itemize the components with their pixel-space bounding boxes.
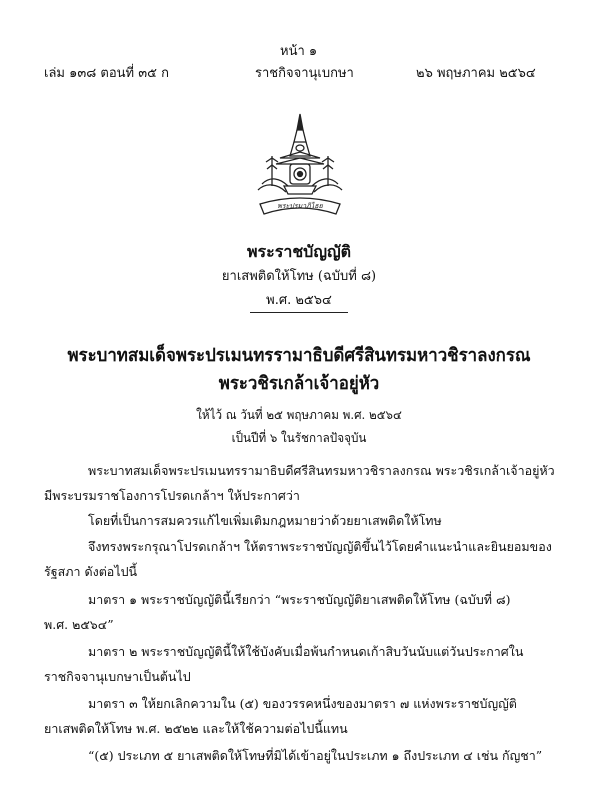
royal-emblem-icon	[250, 112, 350, 222]
act-title: พระราชบัญญัติ	[247, 242, 351, 261]
publication-date: ๒๖ พฤษภาคม ๒๕๖๔	[416, 66, 536, 81]
preamble-line2: มีพระบรมราชโองการโปรดเกล้าฯ ให้ประกาศว่า	[44, 488, 300, 503]
svg-text:พระปรมาภิไธย: พระปรมาภิไธย	[277, 202, 323, 210]
section3-line1: มาตรา ๓ ให้ยกเลิกความใน (๕) ของวรรคหนึ่งของมาตรา ๗ แห่งพระราชบัญญัติ	[88, 696, 517, 711]
whereas-clause: โดยที่เป็นการสมควรแก้ไขเพิ่มเติมกฎหมายว่าด้วยยาเสพติดให้โทษ	[88, 513, 442, 528]
enactment-line2: รัฐสภา ดังต่อไปนี้	[44, 564, 138, 579]
given-date: ให้ไว้ ณ วันที่ ๒๕ พฤษภาคม พ.ศ. ๒๕๖๔	[196, 407, 402, 422]
page-number: หน้า ๑	[280, 44, 318, 59]
section1-line1: มาตรา ๑ พระราชบัญญัตินี้เรียกว่า “พระราชบัญญัติยาเสพติดให้โทษ (ฉบับที่ ๘)	[88, 592, 511, 607]
section2-line1: มาตรา ๒ พระราชบัญญัตินี้ให้ใช้บังคับเมื่อพ้นกำหนดเก้าสิบวันนับแต่วันประกาศใน	[88, 644, 524, 659]
gazette-name: ราชกิจจานุเบกษา	[255, 66, 354, 81]
king-name-line2: พระวชิรเกล้าเจ้าอยู่หัว	[218, 373, 380, 394]
section1-line2: พ.ศ. ๒๕๖๔”	[44, 617, 114, 632]
volume-issue: เล่ม ๑๓๘ ตอนที่ ๓๕ ก	[44, 66, 169, 81]
act-year: พ.ศ. ๒๕๖๔	[266, 293, 332, 308]
section2-line2: ราชกิจจานุเบกษาเป็นต้นไป	[44, 669, 191, 684]
section3-line2: ยาเสพติดให้โทษ พ.ศ. ๒๕๒๒ และให้ใช้ความต่อไปนี้แทน	[44, 721, 348, 736]
enactment-line1: จึงทรงพระกรุณาโปรดเกล้าฯ ให้ตราพระราชบัญญัติขึ้นไว้โดยคำแนะนำและยินยอมของ	[88, 539, 552, 554]
section3-line3: “(๕) ประเภท ๕ ยาเสพติดให้โทษที่มิได้เข้าอยู่ในประเภท ๑ ถึงประเภท ๔ เช่น กัญชา”	[88, 748, 543, 763]
reign-year: เป็นปีที่ ๖ ในรัชกาลปัจจุบัน	[231, 430, 367, 445]
title-divider	[250, 312, 348, 313]
king-name-line1: พระบาทสมเด็จพระปรเมนทรรามาธิบดีศรีสินทรมหาวชิราลงกรณ	[67, 345, 531, 366]
preamble-line1: พระบาทสมเด็จพระปรเมนทรรามาธิบดีศรีสินทรมหาวชิราลงกรณ พระวชิรเกล้าเจ้าอยู่หัว	[88, 463, 555, 478]
act-subtitle: ยาเสพติดให้โทษ (ฉบับที่ ๘)	[221, 269, 377, 284]
